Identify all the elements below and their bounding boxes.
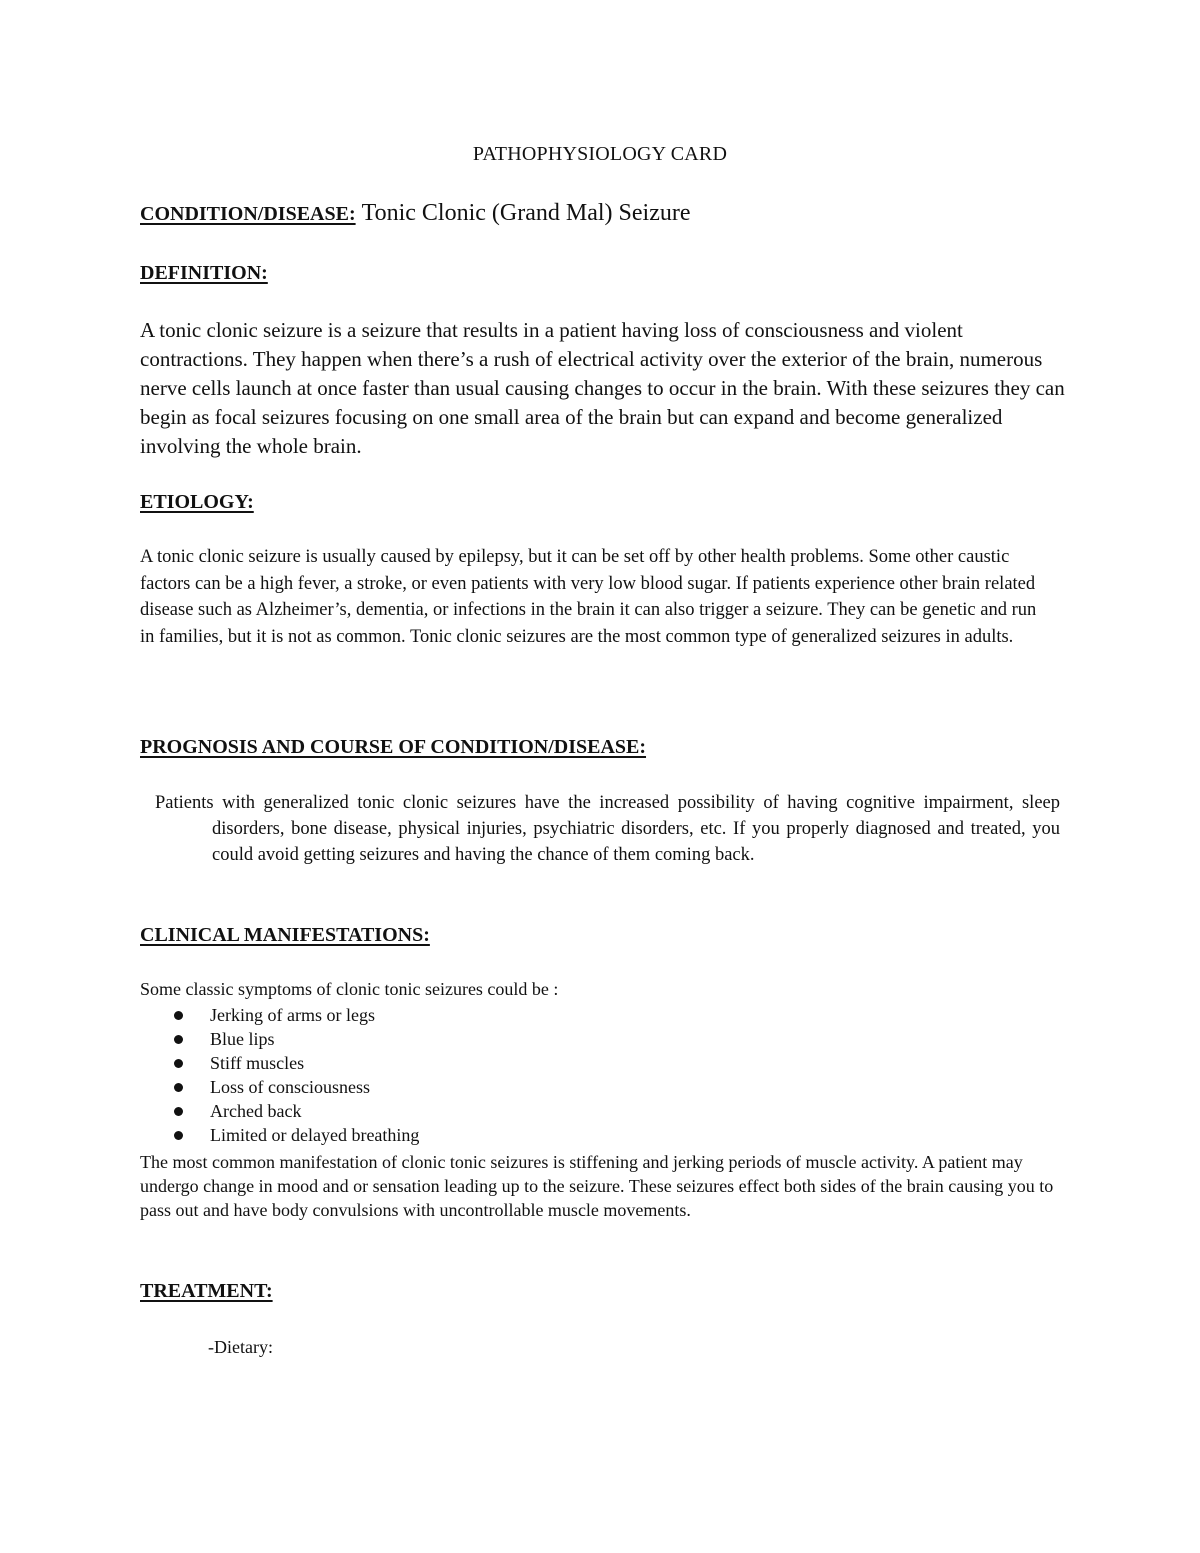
clinical-heading: CLINICAL MANIFESTATIONS: xyxy=(140,924,430,946)
bullet-icon xyxy=(174,1083,183,1092)
list-item: Limited or delayed breathing xyxy=(170,1123,419,1147)
treatment-heading: TREATMENT: xyxy=(140,1280,273,1302)
bullet-icon xyxy=(174,1035,183,1044)
page-title: PATHOPHYSIOLOGY CARD xyxy=(472,143,728,165)
bullet-icon xyxy=(174,1059,183,1068)
symptoms-list xyxy=(170,1003,419,1147)
etiology-text: A tonic clonic seizure is usually caused by epilepsy, but it can be set off by other health problems. Some other caustic factors can be a high fever, a stroke, or even patients with very low blood sugar. If patients experience other brain related disease such as Alzheimer’s, dementia, or infections in the brain it can also trigger a seizure. They can be genetic and run in families, but it is not as common. Tonic clonic seizures are the most common type of generalized seizures in adults. xyxy=(140,547,1037,647)
condition-value: Tonic Clonic (Grand Mal) Seizure xyxy=(361,200,691,226)
bullet-icon xyxy=(174,1131,183,1140)
prognosis-text: Patients with generalized tonic clonic seizures have the increased possibility of having cognitive impairment, sleep disorders, bone disease, physical injuries, psychiatric disorders, etc. If you properly diagnosed and treated, you could avoid getting seizures and having the chance of them coming back. xyxy=(155,793,1060,865)
definition-heading: DEFINITION: xyxy=(140,262,268,284)
condition-label: CONDITION/DISEASE: xyxy=(140,203,356,225)
etiology-heading: ETIOLOGY: xyxy=(140,491,254,513)
treatment-dietary: -Dietary: xyxy=(208,1337,273,1357)
condition-line xyxy=(140,200,691,227)
list-item: Jerking of arms or legs xyxy=(170,1003,419,1027)
list-item: Stiff muscles xyxy=(170,1051,419,1075)
clinical-intro: Some classic symptoms of clonic tonic seizures could be : xyxy=(140,979,559,999)
list-item: Loss of consciousness xyxy=(170,1075,419,1099)
bullet-icon xyxy=(174,1107,183,1116)
bullet-icon xyxy=(174,1011,183,1020)
definition-text: A tonic clonic seizure is a seizure that results in a patient having loss of consciousness and violent contractions. They happen when there’s a rush of electrical activity over the exterior of the brain, numerous nerve cells launch at once faster than usual causing changes to occur in the brain. With these seizures they can begin as focal seizures focusing on one small area of the brain but can expand and become generalized involving the whole brain. xyxy=(140,318,1065,458)
clinical-closing-text: The most common manifestation of clonic tonic seizures is stiffening and jerking periods of muscle activity. A patient may undergo change in mood and or sensation leading up to the seizure. These seizures effect both sides of the brain causing you to pass out and have body convulsions with uncontrollable muscle movements. xyxy=(140,1152,1054,1220)
list-item: Arched back xyxy=(170,1099,419,1123)
list-item: Blue lips xyxy=(170,1027,419,1051)
prognosis-heading: PROGNOSIS AND COURSE OF CONDITION/DISEASE: xyxy=(140,736,647,758)
